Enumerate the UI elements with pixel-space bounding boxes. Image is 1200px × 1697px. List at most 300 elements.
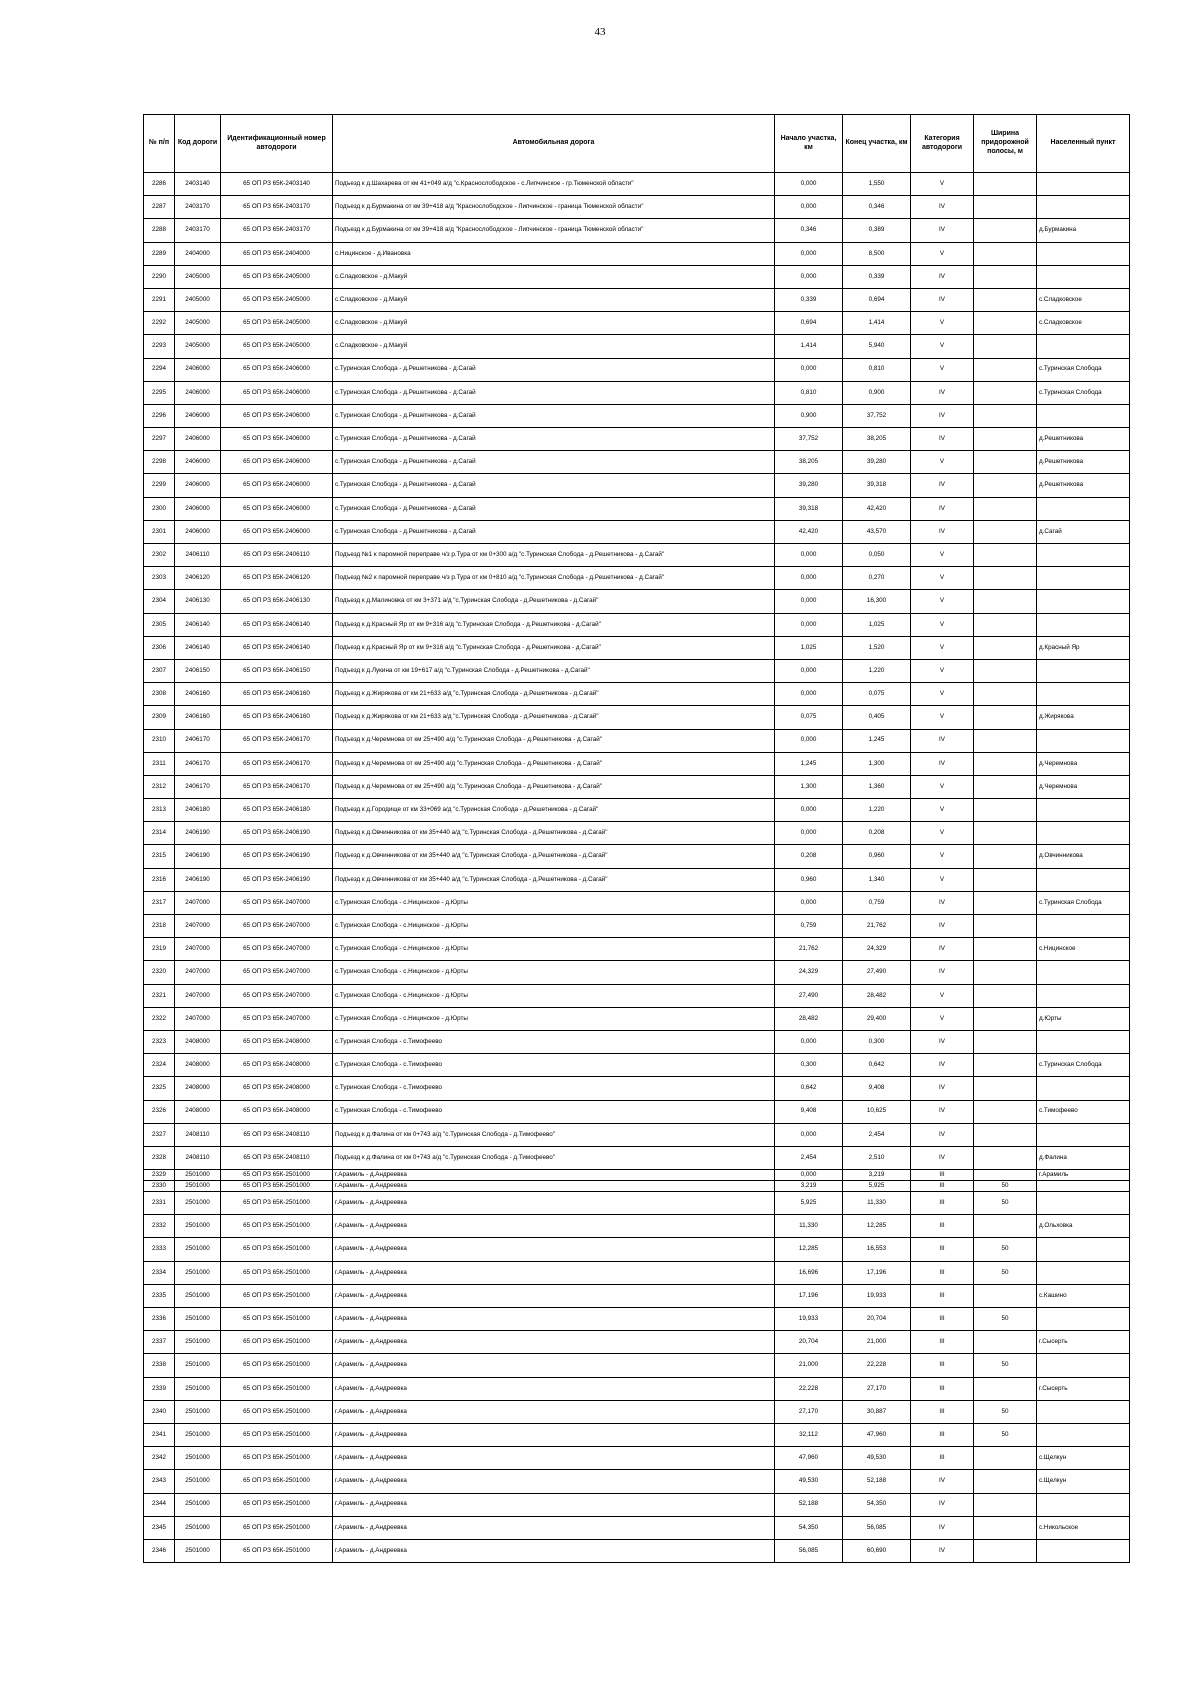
row-number-cell: 2295: [144, 381, 175, 404]
settlement-cell: [1037, 659, 1130, 682]
roadside-width-cell: 50: [974, 1238, 1037, 1261]
section-end-cell: 39,280: [843, 451, 911, 474]
section-end-cell: 38,205: [843, 428, 911, 451]
settlement-cell: с.Сладковское: [1037, 288, 1130, 311]
road-id-cell: 65 ОП РЗ 65К-2501000: [221, 1400, 333, 1423]
section-end-cell: 0,208: [843, 822, 911, 845]
road-name-cell: с.Сладковское - д.Макуй: [333, 312, 775, 335]
settlement-cell: [1037, 822, 1130, 845]
road-id-cell: 65 ОП РЗ 65К-2405000: [221, 312, 333, 335]
road-name-cell: Подъезд к д.Овчинникова от км 35+440 а/д "с.Туринская Слобода - д.Решетникова - д.Сагай": [333, 822, 775, 845]
road-id-cell: 65 ОП РЗ 65К-2403140: [221, 173, 333, 196]
road-category-cell: III: [911, 1400, 974, 1423]
settlement-cell: г.Сысерть: [1037, 1377, 1130, 1400]
road-id-cell: 65 ОП РЗ 65К-2407000: [221, 961, 333, 984]
road-category-cell: IV: [911, 288, 974, 311]
road-category-cell: IV: [911, 474, 974, 497]
table-row: [144, 1400, 1130, 1423]
road-category-cell: IV: [911, 1030, 974, 1053]
road-category-cell: V: [911, 659, 974, 682]
road-category-cell: V: [911, 590, 974, 613]
table-row: [144, 683, 1130, 706]
road-code-cell: 2407000: [175, 961, 221, 984]
road-category-cell: V: [911, 173, 974, 196]
settlement-cell: с.Сладковское: [1037, 312, 1130, 335]
road-category-cell: V: [911, 822, 974, 845]
road-name-cell: Подъезд к д.Овчинникова от км 35+440 а/д "с.Туринская Слобода - д.Решетникова - д.Сагай": [333, 845, 775, 868]
row-number-cell: 2320: [144, 961, 175, 984]
roadside-width-cell: [974, 1077, 1037, 1100]
settlement-cell: [1037, 590, 1130, 613]
settlement-cell: с.Тимофеево: [1037, 1100, 1130, 1123]
section-end-cell: 20,704: [843, 1308, 911, 1331]
section-start-cell: 0,000: [775, 659, 843, 682]
road-category-cell: III: [911, 1354, 974, 1377]
road-name-cell: г.Арамиль - д.Андреевка: [333, 1181, 775, 1192]
section-start-cell: 32,112: [775, 1423, 843, 1446]
row-number-cell: 2321: [144, 984, 175, 1007]
table-row: [144, 173, 1130, 196]
road-name-cell: с.Туринская Слобода - с.Тимофеево: [333, 1054, 775, 1077]
row-number-cell: 2298: [144, 451, 175, 474]
road-code-cell: 2406130: [175, 590, 221, 613]
settlement-cell: д.Сагай: [1037, 520, 1130, 543]
road-category-cell: IV: [911, 404, 974, 427]
road-category-cell: V: [911, 775, 974, 798]
section-end-cell: 56,085: [843, 1516, 911, 1539]
road-id-cell: 65 ОП РЗ 65К-2407000: [221, 938, 333, 961]
road-code-cell: 2403170: [175, 196, 221, 219]
road-code-cell: 2408000: [175, 1030, 221, 1053]
section-end-cell: 60,690: [843, 1539, 911, 1562]
road-name-cell: г.Арамиль - д.Андреевка: [333, 1400, 775, 1423]
settlement-cell: [1037, 683, 1130, 706]
section-end-cell: 43,570: [843, 520, 911, 543]
table-row: [144, 567, 1130, 590]
road-code-cell: 2406000: [175, 451, 221, 474]
road-category-cell: IV: [911, 938, 974, 961]
section-start-cell: 37,752: [775, 428, 843, 451]
row-number-cell: 2309: [144, 706, 175, 729]
table-row: [144, 404, 1130, 427]
road-name-cell: Подъезд к д.Малиновка от км 3+371 а/д "с.Туринская Слобода - д.Решетникова - д.Сагай": [333, 590, 775, 613]
road-name-cell: г.Арамиль - д.Андреевка: [333, 1470, 775, 1493]
table-row: [144, 1516, 1130, 1539]
row-number-cell: 2316: [144, 868, 175, 891]
section-end-cell: 1,360: [843, 775, 911, 798]
section-end-cell: 0,346: [843, 196, 911, 219]
road-category-cell: III: [911, 1261, 974, 1284]
table-row: [144, 219, 1130, 242]
road-name-cell: с.Туринская Слобода - с.Ницинское - д.Юрты: [333, 1007, 775, 1030]
section-start-cell: 49,530: [775, 1470, 843, 1493]
road-category-cell: IV: [911, 1100, 974, 1123]
settlement-cell: [1037, 1400, 1130, 1423]
roadside-width-cell: [974, 961, 1037, 984]
section-end-cell: 37,752: [843, 404, 911, 427]
row-number-cell: 2289: [144, 242, 175, 265]
section-start-cell: 0,694: [775, 312, 843, 335]
road-name-cell: с.Туринская Слобода - д.Решетникова - д.Сагай: [333, 497, 775, 520]
road-name-cell: г.Арамиль - д.Андреевка: [333, 1516, 775, 1539]
road-id-cell: 65 ОП РЗ 65К-2406000: [221, 520, 333, 543]
road-name-cell: г.Арамиль - д.Андреевка: [333, 1238, 775, 1261]
settlement-cell: [1037, 265, 1130, 288]
settlement-cell: [1037, 1539, 1130, 1562]
road-id-cell: 65 ОП РЗ 65К-2501000: [221, 1170, 333, 1181]
table-row: [144, 659, 1130, 682]
section-start-cell: 0,759: [775, 915, 843, 938]
road-code-cell: 2406190: [175, 845, 221, 868]
road-name-cell: с.Туринская Слобода - д.Решетникова - д.Сагай: [333, 428, 775, 451]
roadside-width-cell: [974, 799, 1037, 822]
settlement-cell: д.Ольховка: [1037, 1215, 1130, 1238]
road-name-cell: Подъезд к д.Бурмакина от км 39+418 а/д "Краснослободское - Липчинское - граница Тюменской области": [333, 219, 775, 242]
row-number-cell: 2311: [144, 752, 175, 775]
roadside-width-cell: [974, 752, 1037, 775]
section-end-cell: 17,196: [843, 1261, 911, 1284]
roadside-width-cell: 50: [974, 1423, 1037, 1446]
section-end-cell: 1,520: [843, 636, 911, 659]
section-end-cell: 21,762: [843, 915, 911, 938]
road-name-cell: с.Туринская Слобода - с.Ницинское - д.Юрты: [333, 938, 775, 961]
header-category: Категория автодороги: [911, 115, 974, 173]
road-id-cell: 65 ОП РЗ 65К-2407000: [221, 891, 333, 914]
roadside-width-cell: [974, 984, 1037, 1007]
road-id-cell: 65 ОП РЗ 65К-2501000: [221, 1215, 333, 1238]
road-id-cell: 65 ОП РЗ 65К-2405000: [221, 335, 333, 358]
road-code-cell: 2407000: [175, 938, 221, 961]
roadside-width-cell: [974, 312, 1037, 335]
section-end-cell: 27,490: [843, 961, 911, 984]
header-settlement: Населенный пункт: [1037, 115, 1130, 173]
row-number-cell: 2326: [144, 1100, 175, 1123]
road-code-cell: 2407000: [175, 891, 221, 914]
road-category-cell: III: [911, 1377, 974, 1400]
road-code-cell: 2408110: [175, 1123, 221, 1146]
roadside-width-cell: [974, 1331, 1037, 1354]
settlement-cell: г.Сысерть: [1037, 1331, 1130, 1354]
section-start-cell: 0,642: [775, 1077, 843, 1100]
row-number-cell: 2317: [144, 891, 175, 914]
section-start-cell: 0,075: [775, 706, 843, 729]
settlement-cell: д.Фалина: [1037, 1146, 1130, 1169]
road-code-cell: 2406190: [175, 822, 221, 845]
settlement-cell: [1037, 1123, 1130, 1146]
road-id-cell: 65 ОП РЗ 65К-2501000: [221, 1516, 333, 1539]
section-start-cell: 39,280: [775, 474, 843, 497]
table-row: [144, 1261, 1130, 1284]
road-name-cell: г.Арамиль - д.Андреевка: [333, 1261, 775, 1284]
road-id-cell: 65 ОП РЗ 65К-2406170: [221, 729, 333, 752]
table-row: [144, 428, 1130, 451]
row-number-cell: 2322: [144, 1007, 175, 1030]
row-number-cell: 2301: [144, 520, 175, 543]
section-start-cell: 0,000: [775, 683, 843, 706]
section-end-cell: 9,408: [843, 1077, 911, 1100]
section-end-cell: 1,025: [843, 613, 911, 636]
header-id: Идентификационный номер автодороги: [221, 115, 333, 173]
row-number-cell: 2296: [144, 404, 175, 427]
section-end-cell: 5,925: [843, 1181, 911, 1192]
road-name-cell: Подъезд к д.Бурмакина от км 39+418 а/д "Краснослободское - Липчинское - граница Тюменской области": [333, 196, 775, 219]
section-end-cell: 1,340: [843, 868, 911, 891]
section-start-cell: 38,205: [775, 451, 843, 474]
road-name-cell: с.Туринская Слобода - д.Решетникова - д.Сагай: [333, 404, 775, 427]
road-id-cell: 65 ОП РЗ 65К-2406000: [221, 428, 333, 451]
road-category-cell: V: [911, 613, 974, 636]
section-start-cell: 54,350: [775, 1516, 843, 1539]
road-id-cell: 65 ОП РЗ 65К-2404000: [221, 242, 333, 265]
settlement-cell: [1037, 984, 1130, 1007]
road-id-cell: 65 ОП РЗ 65К-2501000: [221, 1447, 333, 1470]
road-code-cell: 2501000: [175, 1470, 221, 1493]
road-id-cell: 65 ОП РЗ 65К-2501000: [221, 1308, 333, 1331]
section-start-cell: 0,000: [775, 590, 843, 613]
road-code-cell: 2501000: [175, 1181, 221, 1192]
row-number-cell: 2331: [144, 1192, 175, 1215]
road-id-cell: 65 ОП РЗ 65К-2406000: [221, 474, 333, 497]
table-row: [144, 474, 1130, 497]
header-width: Ширина придорожной полосы, м: [974, 115, 1037, 173]
row-number-cell: 2299: [144, 474, 175, 497]
settlement-cell: [1037, 196, 1130, 219]
table-row: [144, 1077, 1130, 1100]
roadside-width-cell: [974, 1170, 1037, 1181]
roadside-width-cell: [974, 636, 1037, 659]
section-end-cell: 0,339: [843, 265, 911, 288]
settlement-cell: д.Решетникова: [1037, 474, 1130, 497]
settlement-cell: д.Черемнова: [1037, 752, 1130, 775]
road-id-cell: 65 ОП РЗ 65К-2406170: [221, 752, 333, 775]
road-id-cell: 65 ОП РЗ 65К-2403170: [221, 196, 333, 219]
road-code-cell: 2405000: [175, 288, 221, 311]
section-end-cell: 16,300: [843, 590, 911, 613]
road-code-cell: 2501000: [175, 1354, 221, 1377]
settlement-cell: [1037, 497, 1130, 520]
road-code-cell: 2406000: [175, 520, 221, 543]
road-id-cell: 65 ОП РЗ 65К-2407000: [221, 1007, 333, 1030]
road-id-cell: 65 ОП РЗ 65К-2501000: [221, 1331, 333, 1354]
road-code-cell: 2403170: [175, 219, 221, 242]
section-start-cell: 0,208: [775, 845, 843, 868]
table-row: [144, 1170, 1130, 1181]
roadside-width-cell: 50: [974, 1400, 1037, 1423]
road-name-cell: Подъезд к д.Красный Яр от км 9+316 а/д "с.Туринская Слобода - д.Решетникова - д.Сагай": [333, 613, 775, 636]
road-id-cell: 65 ОП РЗ 65К-2408000: [221, 1030, 333, 1053]
header-start: Начало участка, км: [775, 115, 843, 173]
table-row: [144, 1192, 1130, 1215]
roadside-width-cell: [974, 891, 1037, 914]
section-start-cell: 0,000: [775, 799, 843, 822]
section-end-cell: 2,510: [843, 1146, 911, 1169]
road-id-cell: 65 ОП РЗ 65К-2403170: [221, 219, 333, 242]
road-code-cell: 2406190: [175, 868, 221, 891]
roadside-width-cell: 50: [974, 1308, 1037, 1331]
settlement-cell: [1037, 961, 1130, 984]
section-start-cell: 0,000: [775, 265, 843, 288]
road-code-cell: 2406160: [175, 683, 221, 706]
roadside-width-cell: [974, 544, 1037, 567]
section-start-cell: 21,762: [775, 938, 843, 961]
road-code-cell: 2408000: [175, 1077, 221, 1100]
row-number-cell: 2342: [144, 1447, 175, 1470]
road-code-cell: 2406180: [175, 799, 221, 822]
settlement-cell: [1037, 1192, 1130, 1215]
row-number-cell: 2324: [144, 1054, 175, 1077]
row-number-cell: 2302: [144, 544, 175, 567]
table-row: [144, 1007, 1130, 1030]
road-name-cell: г.Арамиль - д.Андреевка: [333, 1423, 775, 1446]
section-start-cell: 0,000: [775, 358, 843, 381]
road-name-cell: с.Сладковское - д.Макуй: [333, 335, 775, 358]
road-code-cell: 2501000: [175, 1423, 221, 1446]
section-start-cell: 0,000: [775, 1123, 843, 1146]
section-start-cell: 1,025: [775, 636, 843, 659]
section-end-cell: 0,810: [843, 358, 911, 381]
road-code-cell: 2501000: [175, 1539, 221, 1562]
road-category-cell: IV: [911, 1493, 974, 1516]
road-name-cell: с.Туринская Слобода - д.Решетникова - д.Сагай: [333, 451, 775, 474]
section-start-cell: 27,490: [775, 984, 843, 1007]
road-name-cell: с.Туринская Слобода - д.Решетникова - д.Сагай: [333, 520, 775, 543]
table-row: [144, 891, 1130, 914]
road-category-cell: V: [911, 683, 974, 706]
road-name-cell: с.Туринская Слобода - с.Ницинское - д.Юрты: [333, 891, 775, 914]
settlement-cell: с.Никольское: [1037, 1516, 1130, 1539]
road-id-cell: 65 ОП РЗ 65К-2408000: [221, 1100, 333, 1123]
road-name-cell: Подъезд №2 к паромной переправе ч/з р.Тура от км 0+810 а/д "с.Туринская Слобода - д.Решетникова - д.Сагай": [333, 567, 775, 590]
road-name-cell: с.Ницинское - д.Ивановка: [333, 242, 775, 265]
road-name-cell: Подъезд к д.Фалина от км 0+743 а/д "с.Туринская Слобода - д.Тимофеево": [333, 1146, 775, 1169]
row-number-cell: 2328: [144, 1146, 175, 1169]
table-row: [144, 520, 1130, 543]
table-row: [144, 1308, 1130, 1331]
settlement-cell: [1037, 613, 1130, 636]
section-end-cell: 19,933: [843, 1284, 911, 1307]
roadside-width-cell: [974, 868, 1037, 891]
section-end-cell: 0,050: [843, 544, 911, 567]
table-row: [144, 288, 1130, 311]
road-category-cell: III: [911, 1284, 974, 1307]
road-id-cell: 65 ОП РЗ 65К-2501000: [221, 1284, 333, 1307]
road-code-cell: 2406110: [175, 544, 221, 567]
section-end-cell: 16,553: [843, 1238, 911, 1261]
row-number-cell: 2335: [144, 1284, 175, 1307]
row-number-cell: 2333: [144, 1238, 175, 1261]
road-id-cell: 65 ОП РЗ 65К-2406140: [221, 636, 333, 659]
settlement-cell: [1037, 404, 1130, 427]
settlement-cell: д.Жирякова: [1037, 706, 1130, 729]
table-row: [144, 1146, 1130, 1169]
roadside-width-cell: [974, 915, 1037, 938]
road-code-cell: 2501000: [175, 1192, 221, 1215]
road-code-cell: 2408110: [175, 1146, 221, 1169]
section-start-cell: 9,408: [775, 1100, 843, 1123]
road-category-cell: III: [911, 1308, 974, 1331]
section-end-cell: 0,300: [843, 1030, 911, 1053]
settlement-cell: [1037, 1261, 1130, 1284]
row-number-cell: 2288: [144, 219, 175, 242]
road-code-cell: 2406170: [175, 729, 221, 752]
road-category-cell: V: [911, 544, 974, 567]
section-start-cell: 0,346: [775, 219, 843, 242]
section-start-cell: 0,000: [775, 567, 843, 590]
roadside-width-cell: [974, 775, 1037, 798]
table-row: [144, 613, 1130, 636]
row-number-cell: 2330: [144, 1181, 175, 1192]
header-road: Автомобильная дорога: [333, 115, 775, 173]
section-start-cell: 17,196: [775, 1284, 843, 1307]
road-id-cell: 65 ОП РЗ 65К-2406000: [221, 451, 333, 474]
road-name-cell: Подъезд к д.Городище от км 33+069 а/д "с.Туринская Слобода - д.Решетникова - д.Сагай": [333, 799, 775, 822]
road-id-cell: 65 ОП РЗ 65К-2406190: [221, 868, 333, 891]
road-name-cell: Подъезд к д.Черемнова от км 25+490 а/д "с.Туринская Слобода - д.Решетникова - д.Сагай": [333, 752, 775, 775]
road-name-cell: Подъезд к д.Черемнова от км 25+490 а/д "с.Туринская Слобода - д.Решетникова - д.Сагай": [333, 729, 775, 752]
row-number-cell: 2340: [144, 1400, 175, 1423]
roadside-width-cell: [974, 404, 1037, 427]
table-row: [144, 335, 1130, 358]
section-end-cell: 52,188: [843, 1470, 911, 1493]
section-start-cell: 0,000: [775, 822, 843, 845]
row-number-cell: 2297: [144, 428, 175, 451]
section-end-cell: 0,270: [843, 567, 911, 590]
settlement-cell: с.Туринская Слобода: [1037, 358, 1130, 381]
section-end-cell: 22,228: [843, 1354, 911, 1377]
roadside-width-cell: [974, 474, 1037, 497]
row-number-cell: 2287: [144, 196, 175, 219]
row-number-cell: 2315: [144, 845, 175, 868]
section-start-cell: 0,300: [775, 1054, 843, 1077]
roadside-width-cell: [974, 335, 1037, 358]
road-category-cell: IV: [911, 891, 974, 914]
section-end-cell: 28,482: [843, 984, 911, 1007]
settlement-cell: с.Туринская Слобода: [1037, 1054, 1130, 1077]
road-id-cell: 65 ОП РЗ 65К-2406000: [221, 404, 333, 427]
road-category-cell: III: [911, 1192, 974, 1215]
road-code-cell: 2406000: [175, 428, 221, 451]
row-number-cell: 2312: [144, 775, 175, 798]
roadside-width-cell: [974, 1030, 1037, 1053]
roadside-width-cell: [974, 497, 1037, 520]
roadside-width-cell: [974, 196, 1037, 219]
road-id-cell: 65 ОП РЗ 65К-2408000: [221, 1077, 333, 1100]
section-end-cell: 24,329: [843, 938, 911, 961]
settlement-cell: д.Красный Яр: [1037, 636, 1130, 659]
road-id-cell: 65 ОП РЗ 65К-2405000: [221, 265, 333, 288]
settlement-cell: [1037, 1238, 1130, 1261]
section-start-cell: 56,085: [775, 1539, 843, 1562]
table-row: [144, 242, 1130, 265]
road-id-cell: 65 ОП РЗ 65К-2406130: [221, 590, 333, 613]
section-end-cell: 2,454: [843, 1123, 911, 1146]
section-start-cell: 3,219: [775, 1181, 843, 1192]
road-name-cell: г.Арамиль - д.Андреевка: [333, 1377, 775, 1400]
road-code-cell: 2406140: [175, 613, 221, 636]
section-start-cell: 42,420: [775, 520, 843, 543]
section-start-cell: 47,960: [775, 1447, 843, 1470]
section-start-cell: 28,482: [775, 1007, 843, 1030]
section-end-cell: 1,245: [843, 729, 911, 752]
roadside-width-cell: [974, 1215, 1037, 1238]
table-row: [144, 1470, 1130, 1493]
road-category-cell: V: [911, 312, 974, 335]
table-row: [144, 984, 1130, 1007]
road-code-cell: 2407000: [175, 1007, 221, 1030]
table-row: [144, 1181, 1130, 1192]
road-id-cell: 65 ОП РЗ 65К-2501000: [221, 1261, 333, 1284]
road-code-cell: 2501000: [175, 1238, 221, 1261]
